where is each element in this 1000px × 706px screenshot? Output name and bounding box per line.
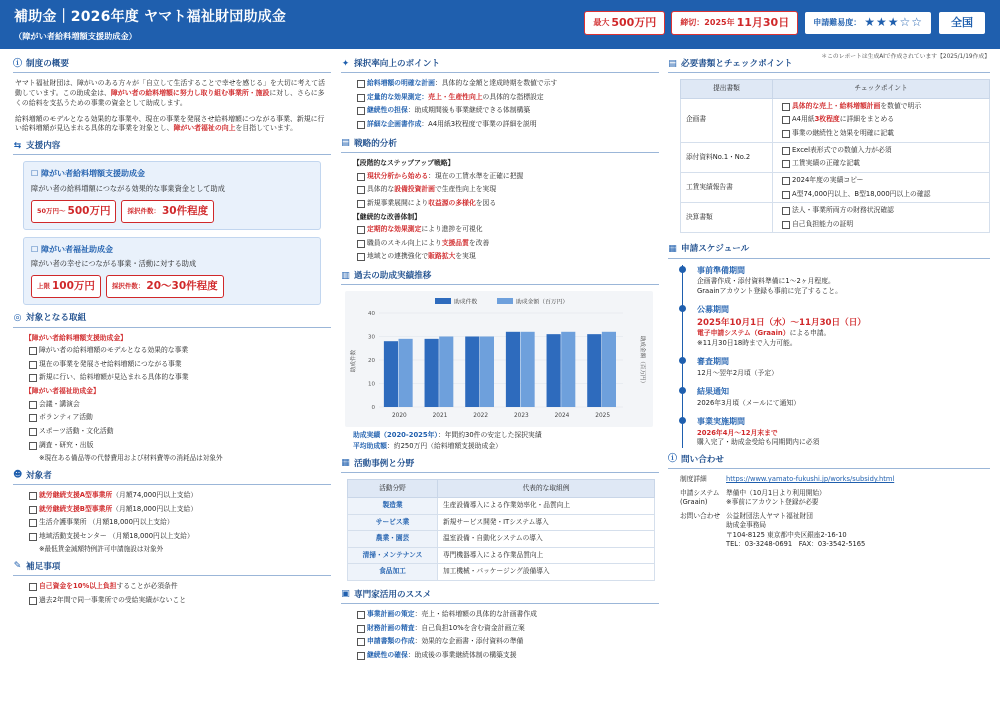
timeline-item: 審査期間 12月〜翌年2月頃（予定） [697, 356, 990, 378]
contact-row: お問い合わせ 公益財団法人ヤマト福祉財団 助成金事務局 〒104-8125 東京都中央区銀座2-16-10 TEL：03-3248-0691 FAX：03-3542-5165 [680, 511, 866, 549]
chart-icon: ▤ [341, 138, 350, 149]
list-item: 就労継続支援B型事業所（月額18,000円以上支給） [39, 505, 331, 515]
cases-table: 活動分野 代表的な取組例 製造業 生産設備導入による作業効率化・品質向上 サービス業 新規サービス開発・ITシステム導入 農業・園芸 温室設備・自動化システムの導入 清掃・メンテナンス 専門機器導入による作業品質向上 食品加工 加工機械・パッケージング設備導入 [347, 479, 655, 581]
max-amount-badge: 最大 500万円 [584, 11, 665, 35]
list-item: 給料増額の明確な計画：具体的な金額と達成時期を数値で示す [367, 79, 659, 89]
table-row: 決算書類 法人・事業所両方の財務状況確認 自己負担能力の証明 [681, 203, 990, 233]
x-tick-label: 2021 [432, 413, 448, 420]
timeline-item: 結果通知 2026年3月頃（メールにて通知） [697, 386, 990, 408]
count-chip: 採択件数： 30件程度 [121, 200, 214, 223]
amount-chip: 上限 100万円 [31, 275, 101, 298]
bar [587, 334, 601, 407]
section-cases: ▦ 活動事例と分野 [341, 458, 659, 473]
support-box-1: ☐ 障がい者給料増額支援助成金 障がい者の給料増額につながる効果的な事業資金として助成 50万円〜 500万円 採択件数： 30件程度 [23, 161, 321, 229]
x-tick-label: 2020 [391, 413, 407, 420]
x-tick-label: 2023 [513, 413, 529, 420]
column-right [668, 56, 990, 554]
x-tick-label: 2022 [473, 413, 489, 420]
info-icon: ⓘ [668, 454, 678, 465]
legend-label: 助成件数 [454, 299, 478, 306]
y-tick-label: 30 [368, 334, 375, 341]
column-left: ⓘ 制度の概要 ヤマト福祉財団は、障がいのある方々が「自立して生活することで幸せを感じる」を大切に考えて活動しています。この助成金は、障がい者の給料増額に努力し取り組む事業所・施設に対し、さらに多くの給料を支払うための事業の資金として助成します。 給料増額のモデルとなる効果的な事業や、現在の事業を発展させ給料増額につながる事業、新規に行い給料増額が見込まれる具体的な事業を対象とし、障がい者福祉の向上を目指しています。 ⇆ 支援内容 ☐ 障がい者給料増額支援助成金 障がい者の給料増額につながる効果的な事業資金として助成 50万円〜 500万円 採択件数： 30件程度 ☐ 障がい者福祉助成金 障がい者の幸せにつながる事業・活動に対する助成 上限 100万円 採択件数： 20〜30件程度 ◎ 対象となる取組 【障がい者給料増額支援助成金】 障がい者の給料増額のモデルとなる効果的な事業 現在の事業を発展させ給料増額につながる事業 新規に行い、給料増額が見込まれる具体的な事業 【障がい者福祉助成金】 会議・講演会 ボランティア活動 スポーツ活動・文化活動 調査・研究・出版 ※現在ある備品等の代替費用および材料費等の消耗品は対象外 ☻ 対象者 就労継続支援A型事業所（月額74,000円以上支給） 就労継続支援B型事業所（月額18,000円以上支給） 生活介護事業所 （月額18,000円以上支給） 地域活動支援センター （月額18,000円以上支給） ※最低賃金減額特例許可申請施設は対象外 ✎ 補足事項 自己資金を10%以上負担することが必須条件 過去2年間で同一事業所での受給実績がないこと [13, 56, 331, 609]
list-item: 継続性の確保：助成後の事業継続体制の構築支援 [367, 651, 659, 661]
list-item: 障がい者の給料増額のモデルとなる効果的な事業 [39, 346, 331, 356]
checkbox-icon: ☐ [31, 169, 41, 179]
bar [399, 339, 413, 407]
info-icon: ⓘ [13, 58, 23, 69]
results-line-2: 平均助成額：約250万円（給料増額支援助成金） [353, 441, 502, 450]
results-line-1: 助成実績（2020-2025年）：年間約30件の安定した採択実績 [353, 431, 542, 440]
page-title: 補助金｜2026年度 ヤマト福祉財団助成金 [14, 9, 287, 25]
doc-icon: ▦ [341, 458, 350, 469]
table-row: サービス業 新規サービス開発・ITシステム導入 [348, 514, 655, 531]
list-item: 職員のスキル向上により支援品質を改善 [367, 239, 659, 249]
bar [506, 332, 520, 407]
overview-paragraph-1: ヤマト福祉財団は、障がいのある方々が「自立して生活することで幸せを感じる」を大切に考えて活動しています。この助成金は、障がい者の給料増額に努力し取り組む事業所・施設に対し、さらに多くの給料を支払うための事業の資金として助成します。 [15, 79, 326, 107]
x-tick-label: 2025 [595, 413, 611, 420]
results-chart [345, 291, 653, 427]
bar [384, 341, 398, 407]
section-strategy: ▤ 戦略的分析 [341, 138, 659, 153]
calendar-icon: ▦ [668, 244, 677, 255]
list-item: 具体的な設備投資計画で生産性向上を実現 [367, 185, 659, 195]
difficulty-badge: 申請難易度： ★★★☆☆ [804, 11, 932, 35]
support-box-2: ☐ 障がい者福祉助成金 障がい者の幸せにつながる事業・活動に対する助成 上限 100万円 採択件数： 20〜30件程度 [23, 237, 321, 305]
lightbulb-icon: ✦ [341, 58, 350, 69]
list-item: 現在の事業を発展させ給料増額につながる事業 [39, 360, 331, 370]
bar [425, 339, 439, 407]
legend-swatch [497, 298, 513, 304]
legend-swatch [435, 298, 451, 304]
chart-svg [345, 291, 653, 427]
table-row: 添付資料No.1・No.2 Excel表形式での数値入力が必須 工賃実績の正確な記載 [681, 142, 990, 172]
timeline-item: 事前準備期間 企画書作成・添付資料準備に1〜2ヶ月程度。 Graainアカウント登録も事前に完了すること。 [697, 265, 990, 297]
clipboard-icon: ▤ [668, 58, 677, 69]
list-item: 詳細な企画書作成：A4用紙3枚程度で事業の詳細を説明 [367, 120, 659, 130]
list-item: 定期的な効果測定により進捗を可視化 [367, 225, 659, 235]
list-item: 調査・研究・出版 [39, 441, 331, 451]
section-experts: ▣ 専門家活用のススメ [341, 589, 659, 604]
y-tick-label: 40 [368, 311, 375, 318]
list-item: 財務計画の精査：自己負担10%を含む資金計画立案 [367, 624, 659, 634]
page-subtitle: （障がい者給料増額支援助成金） [14, 30, 137, 41]
section-contact: ⓘ 問い合わせ [668, 454, 990, 469]
section-targets: ◎ 対象となる取組 [13, 312, 331, 327]
docs-table: 提出書類 チェックポイント 企画書 具体的な売上・給料増額計画を数値で明示 A4用紙3枚程度に詳細をまとめる 事業の継続性と効果を明確に記載 添付資料No.1・No.2 Excel表形式での数値入力が必須 工賃実績の正確な記載 工賃実績報告書 2024年度の実績コピー A型74,000円以上、B型18,000円以上の確認 決算書類 法人・事業所両方の財務状況確認 自己負担能力の証明 [680, 79, 990, 233]
timeline-item: 事業実施期間 2026年4月〜12月末まで 購入完了・助成金受給も同期間内に必須 [697, 416, 990, 448]
timeline-item: 公募期間 2025年10月1日（水）〜11月30日（日） 電子申請システム（Graain）による申請。 ※11月30日18時まで入力可能。 [697, 304, 990, 348]
bar [439, 337, 453, 408]
y-tick-label: 10 [368, 381, 375, 388]
list-item: 就労継続支援A型事業所（月額74,000円以上支給） [39, 491, 331, 501]
table-row: 農業・園芸 温室設備・自動化システムの導入 [348, 531, 655, 548]
section-chart: ▥ 過去の助成実績推移 [341, 270, 659, 285]
list-item: 現状分析から始める：現在の工賃水準を正確に把握 [367, 172, 659, 182]
handshake-icon: ⇆ [13, 140, 22, 151]
amount-chip: 50万円〜 500万円 [31, 200, 116, 223]
header-bar [0, 0, 1000, 49]
table-row: 企画書 具体的な売上・給料増額計画を数値で明示 A4用紙3枚程度に詳細をまとめる 事業の継続性と効果を明確に記載 [681, 98, 990, 142]
list-item: 過去2年間で同一事業所での受給実績がないこと [39, 596, 331, 606]
legend-label: 助成金額（百万円） [516, 299, 569, 306]
column-middle: ✦ 採択率向上のポイント 給料増額の明確な計画：具体的な金額と達成時期を数値で示す 定量的な効果測定：売上・生産性向上の具体的な指標設定 継続性の担保：助成期間後も事業継続できる体制構築 詳細な企画書作成：A4用紙3枚程度で事業の詳細を説明 ▤ 戦略的分析 【段階的なステップアップ戦略】 現状分析から始める：現在の工賃水準を正確に把握 具体的な設備投資計画で生産性向上を実現 新規事業展開により収益源の多様化を図る 【継続的な改善体制】 定期的な効果測定により進捗を可視化 職員のスキル向上により支援品質を改善 地域との連携強化で販路拡大を実現 ▥ 過去の助成実績推移 0 10 20 30 40 助成件数 助成金額（百万円） 2020 2021 2022 2023 2024 2025 助成件数 助成金額（百万円） 助成実績（2020-2025年）：年間約30件の安定した採択実績 平均助成額：約250万円（給料増額支援助成金） ▦ 活動事例と分野 活動分野 代表的な取組例 製造業 生産設備導入による作業効率化・品質向上 サービス業 新規サービス開発・ITシステム導入 農業・園芸 温室設備・自動化システムの導入 清掃・メンテナンス 専門機器導入による作業品質向上 食品加工 加工機械・パッケージング設備導入 ▣ 専門家活用のススメ 事業計画の策定：売上・給料増額の具体的な計画書作成 財務計画の精査：自己負担10%を含む資金計画立案 申請書類の作成：効果的な企画書・添付資料の準備 継続性の確保：助成後の事業継続体制の構築支援 [341, 56, 659, 665]
checkbox-icon: ☐ [31, 244, 41, 254]
y-tick-label: 0 [371, 405, 375, 412]
list-item: 事業計画の策定：売上・給料増額の具体的な計画書作成 [367, 610, 659, 620]
list-item: 会議・講演会 [39, 400, 331, 410]
overview-paragraph-2: 給料増額のモデルとなる効果的な事業や、現在の事業を発展させ給料増額につながる事業、新規に行い給料増額が見込まれる具体的な事業を対象とし、障がい者福祉の向上を目指しています。 [15, 114, 325, 133]
list-item: 地域活動支援センター （月額18,000円以上支給） [39, 532, 331, 542]
bar [521, 332, 535, 407]
section-support: ⇆ 支援内容 [13, 140, 331, 155]
pencil-icon: ✎ [13, 561, 22, 572]
list-item: スポーツ活動・文化活動 [39, 427, 331, 437]
bar-chart-icon: ▥ [341, 270, 350, 281]
ai-note: ＊このレポートは生成AIで作成されています【2025/1/19作成】 [821, 54, 990, 60]
table-row: 工賃実績報告書 2024年度の実績コピー A型74,000円以上、B型18,000円以上の確認 [681, 172, 990, 202]
list-item: 申請書類の作成：効果的な企画書・添付資料の準備 [367, 637, 659, 647]
list-item: 定量的な効果測定：売上・生産性向上の具体的な指標設定 [367, 93, 659, 103]
section-schedule: ▦ 申請スケジュール [668, 243, 990, 258]
list-item: ボランティア活動 [39, 413, 331, 423]
bar [561, 332, 575, 407]
bar [480, 337, 494, 408]
table-row: 清掃・メンテナンス 専門機器導入による作業品質向上 [348, 547, 655, 564]
book-icon: ▣ [341, 589, 350, 600]
bar [547, 334, 561, 407]
target-icon: ◎ [13, 312, 22, 323]
contact-row: 制度詳細 https://www.yamato-fukushi.jp/works/subsidy.html [680, 475, 895, 484]
section-overview: ⓘ 制度の概要 [13, 58, 331, 73]
count-chip: 採択件数： 20〜30件程度 [106, 275, 224, 298]
table-row: 食品加工 加工機械・パッケージング設備導入 [348, 564, 655, 581]
subsidy-link[interactable]: https://www.yamato-fukushi.jp/works/subsidy.html [726, 475, 895, 484]
section-extra: ✎ 補足事項 [13, 561, 331, 576]
y-axis-label: 助成件数 [351, 350, 357, 373]
y2-axis-label: 助成金額（百万円） [639, 336, 645, 387]
y-tick-label: 20 [368, 358, 375, 365]
timeline [682, 265, 990, 448]
list-item: 新規事業展開により収益源の多様化を図る [367, 199, 659, 209]
section-points: ✦ 採択率向上のポイント [341, 58, 659, 73]
table-row: 製造業 生産設備導入による作業効率化・品質向上 [348, 498, 655, 515]
area-badge: 全国 [938, 11, 986, 35]
deadline-badge: 締切：2025年 11月30日 [671, 11, 798, 35]
list-item: 継続性の担保：助成期間後も事業継続できる体制構築 [367, 106, 659, 116]
contact-row: 申請システム (Graain) 準備中（10月1日より利用開始） ※事前にアカウント登録が必要 [680, 488, 826, 507]
bar [465, 337, 479, 408]
section-docs: ▤ 必要書類とチェックポイント [668, 58, 990, 73]
section-eligible: ☻ 対象者 [13, 470, 331, 485]
list-item: 自己資金を10%以上負担することが必須条件 [39, 582, 331, 592]
x-tick-label: 2024 [554, 413, 570, 420]
list-item: 生活介護事業所 （月額18,000円以上支給） [39, 518, 331, 528]
list-item: 新規に行い、給料増額が見込まれる具体的な事業 [39, 373, 331, 383]
list-item: 地域との連携強化で販路拡大を実現 [367, 252, 659, 262]
bar [602, 332, 616, 407]
people-icon: ☻ [13, 470, 23, 481]
